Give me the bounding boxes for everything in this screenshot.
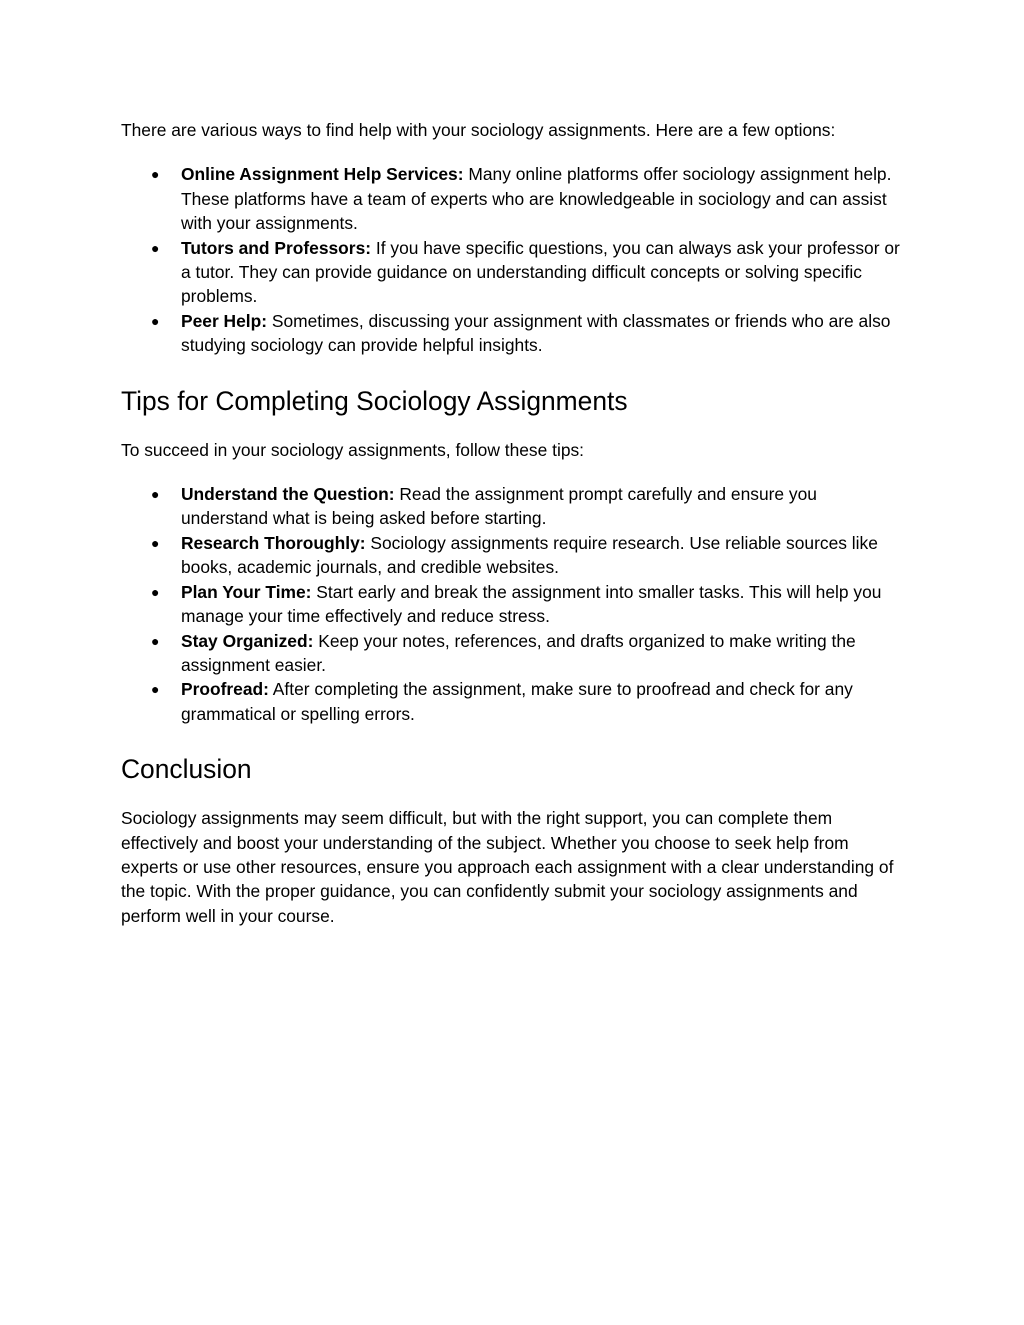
list-item-text: If you have specific questions, you can always ask your professor or a tutor. They can provide guidance on understanding difficult concepts or solving specific problems. (181, 237, 900, 307)
tips-intro-paragraph: To succeed in your sociology assignments, follow these tips: (121, 439, 585, 460)
list-item-text: Start early and break the assignment into smaller tasks. This will help you manage your time effectively and reduce stress. (181, 581, 882, 627)
list-item-proofread (121, 677, 906, 726)
help-options-list (121, 162, 906, 357)
tips-list (121, 482, 906, 726)
bullet-icon: ● (151, 632, 160, 649)
bullet-icon: ● (151, 681, 160, 698)
list-item-organized (121, 629, 906, 678)
bullet-icon: ● (151, 239, 160, 256)
list-item-text: Sometimes, discussing your assignment with classmates or friends who are also studying sociology can provide helpful insights. (181, 310, 891, 356)
bullet-icon: ● (151, 166, 160, 183)
bullet-icon: ● (151, 486, 160, 503)
list-item-term: Proofread: (181, 679, 269, 700)
list-item-online-help (121, 162, 906, 235)
list-item-term: Online Assignment Help Services: (181, 164, 464, 185)
list-item-term: Understand the Question: (181, 484, 395, 505)
intro-paragraph: There are various ways to find help with your sociology assignments. Here are a few options: (121, 120, 836, 140)
list-item-plan (121, 580, 906, 629)
list-item-term: Stay Organized: (181, 630, 314, 651)
bullet-icon: ● (151, 312, 160, 329)
list-item-text: Read the assignment prompt carefully and ensure you understand what is being asked before starting. (181, 484, 817, 529)
list-item-peer-help (121, 309, 906, 358)
list-item-text: Many online platforms offer sociology assignment help. These platforms have a team of experts who are knowledgeable in sociology and can assist with your assignments. (181, 164, 892, 234)
list-item-understand (121, 482, 906, 531)
list-item-term: Peer Help: (181, 310, 268, 331)
list-item-text: After completing the assignment, make sure to proofread and check for any grammatical or spelling errors. (181, 679, 853, 724)
list-item-term: Research Thoroughly: (181, 532, 366, 553)
bullet-icon: ● (151, 534, 160, 551)
list-item-tutors (121, 236, 906, 309)
tips-heading: Tips for Completing Sociology Assignments (121, 385, 628, 416)
list-item-text: Sociology assignments require research. Use reliable sources like books, academic journals, and credible websites. (181, 532, 878, 578)
list-item-term: Tutors and Professors: (181, 237, 372, 258)
conclusion-heading: Conclusion (121, 754, 252, 785)
list-item-research (121, 531, 906, 580)
list-item-term: Plan Your Time: (181, 581, 312, 602)
conclusion-paragraph: Sociology assignments may seem difficult, but with the right support, you can complete them effectively and boost your understanding of the subject. Whether you choose to seek help from experts or use other resources, ensure you approach each assignment with a clear understanding of the topic. With the proper guidance, you can confidently submit your sociology assignments and perform well in your course. (121, 808, 894, 926)
list-item-text: Keep your notes, references, and drafts organized to make writing the assignment easier. (181, 630, 856, 675)
bullet-icon: ● (151, 583, 160, 600)
